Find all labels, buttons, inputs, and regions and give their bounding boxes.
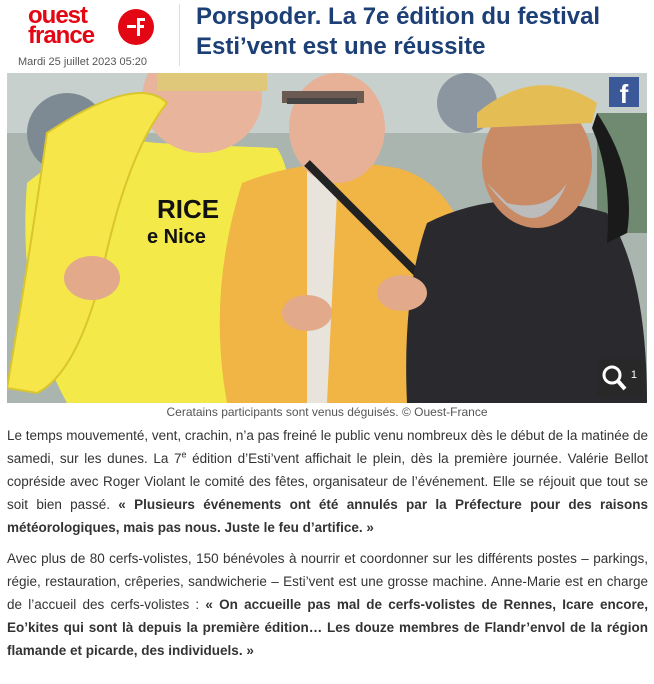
- zoom-photo-button[interactable]: [597, 359, 641, 397]
- shirt-text-line-1: RICE: [157, 194, 220, 224]
- header-divider: [179, 4, 180, 66]
- paragraph-1: [7, 424, 648, 539]
- article-body: [7, 424, 648, 670]
- shirt-text-line-2: e Nice: [147, 226, 206, 248]
- paragraph-2: [7, 547, 648, 662]
- photo-illustration: [7, 73, 647, 403]
- header: [0, 0, 654, 72]
- paragraph-1-text-b: édition d’Esti’vent affichait le plein, dès la première journée. Valérie Bellot copréside avec Roger Violant le comité des fêtes, organisateur de l’événement. Elle se réjouit que tout se soit bien passé.: [7, 451, 649, 512]
- article-photo[interactable]: [7, 73, 647, 403]
- logo-emblem-icon: [118, 9, 154, 45]
- facebook-share-button[interactable]: [609, 77, 639, 107]
- photo-caption: Ceratains participants sont venus déguisés. © Ouest-France: [166, 405, 488, 419]
- logo-line-2: france: [28, 22, 95, 49]
- logo-line-1: ouest: [28, 2, 88, 29]
- paragraph-2-text: Avec plus de 80 cerfs-volistes, 150 bénévoles à nourrir et coordonner sur les différents postes – parkings, régie, restauration, crêperies, sandwicherie – Esti’vent est une grosse machine. Anne-Marie est en charge de l’accueil des cerfs-volistes :: [7, 551, 648, 612]
- publication-date: Mardi 25 juillet 2023 05:20: [18, 56, 148, 68]
- paragraph-2-quote: « On accueille pas mal de cerfs-volistes de Rennes, Icare encore, Eo’kites qui sont là depuis la première édition… Les douze membres de Flandr’envol de la région flamande et picarde, des individuels. »: [7, 597, 648, 658]
- article-title: Porspoder. La 7e édition du festival Esti’vent est une réussite: [196, 3, 601, 60]
- paragraph-1-text-a: Le temps mouvementé, vent, crachin, n’a pas freiné le public venu nombreux dès le début de la matinée de samedi, sur les dunes. La 7: [7, 428, 648, 466]
- ouest-france-logo[interactable]: [10, 4, 170, 68]
- paragraph-1-quote: « Plusieurs événements ont été annulés par la Préfecture pour des raisons météorologiques, mais pas nous. Juste le feu d’artifice. »: [7, 497, 649, 535]
- ordinal-suffix: e: [181, 449, 187, 460]
- facebook-icon: f: [619, 79, 629, 109]
- photo-count: 1: [630, 369, 637, 381]
- logo-wordmark: [28, 2, 95, 49]
